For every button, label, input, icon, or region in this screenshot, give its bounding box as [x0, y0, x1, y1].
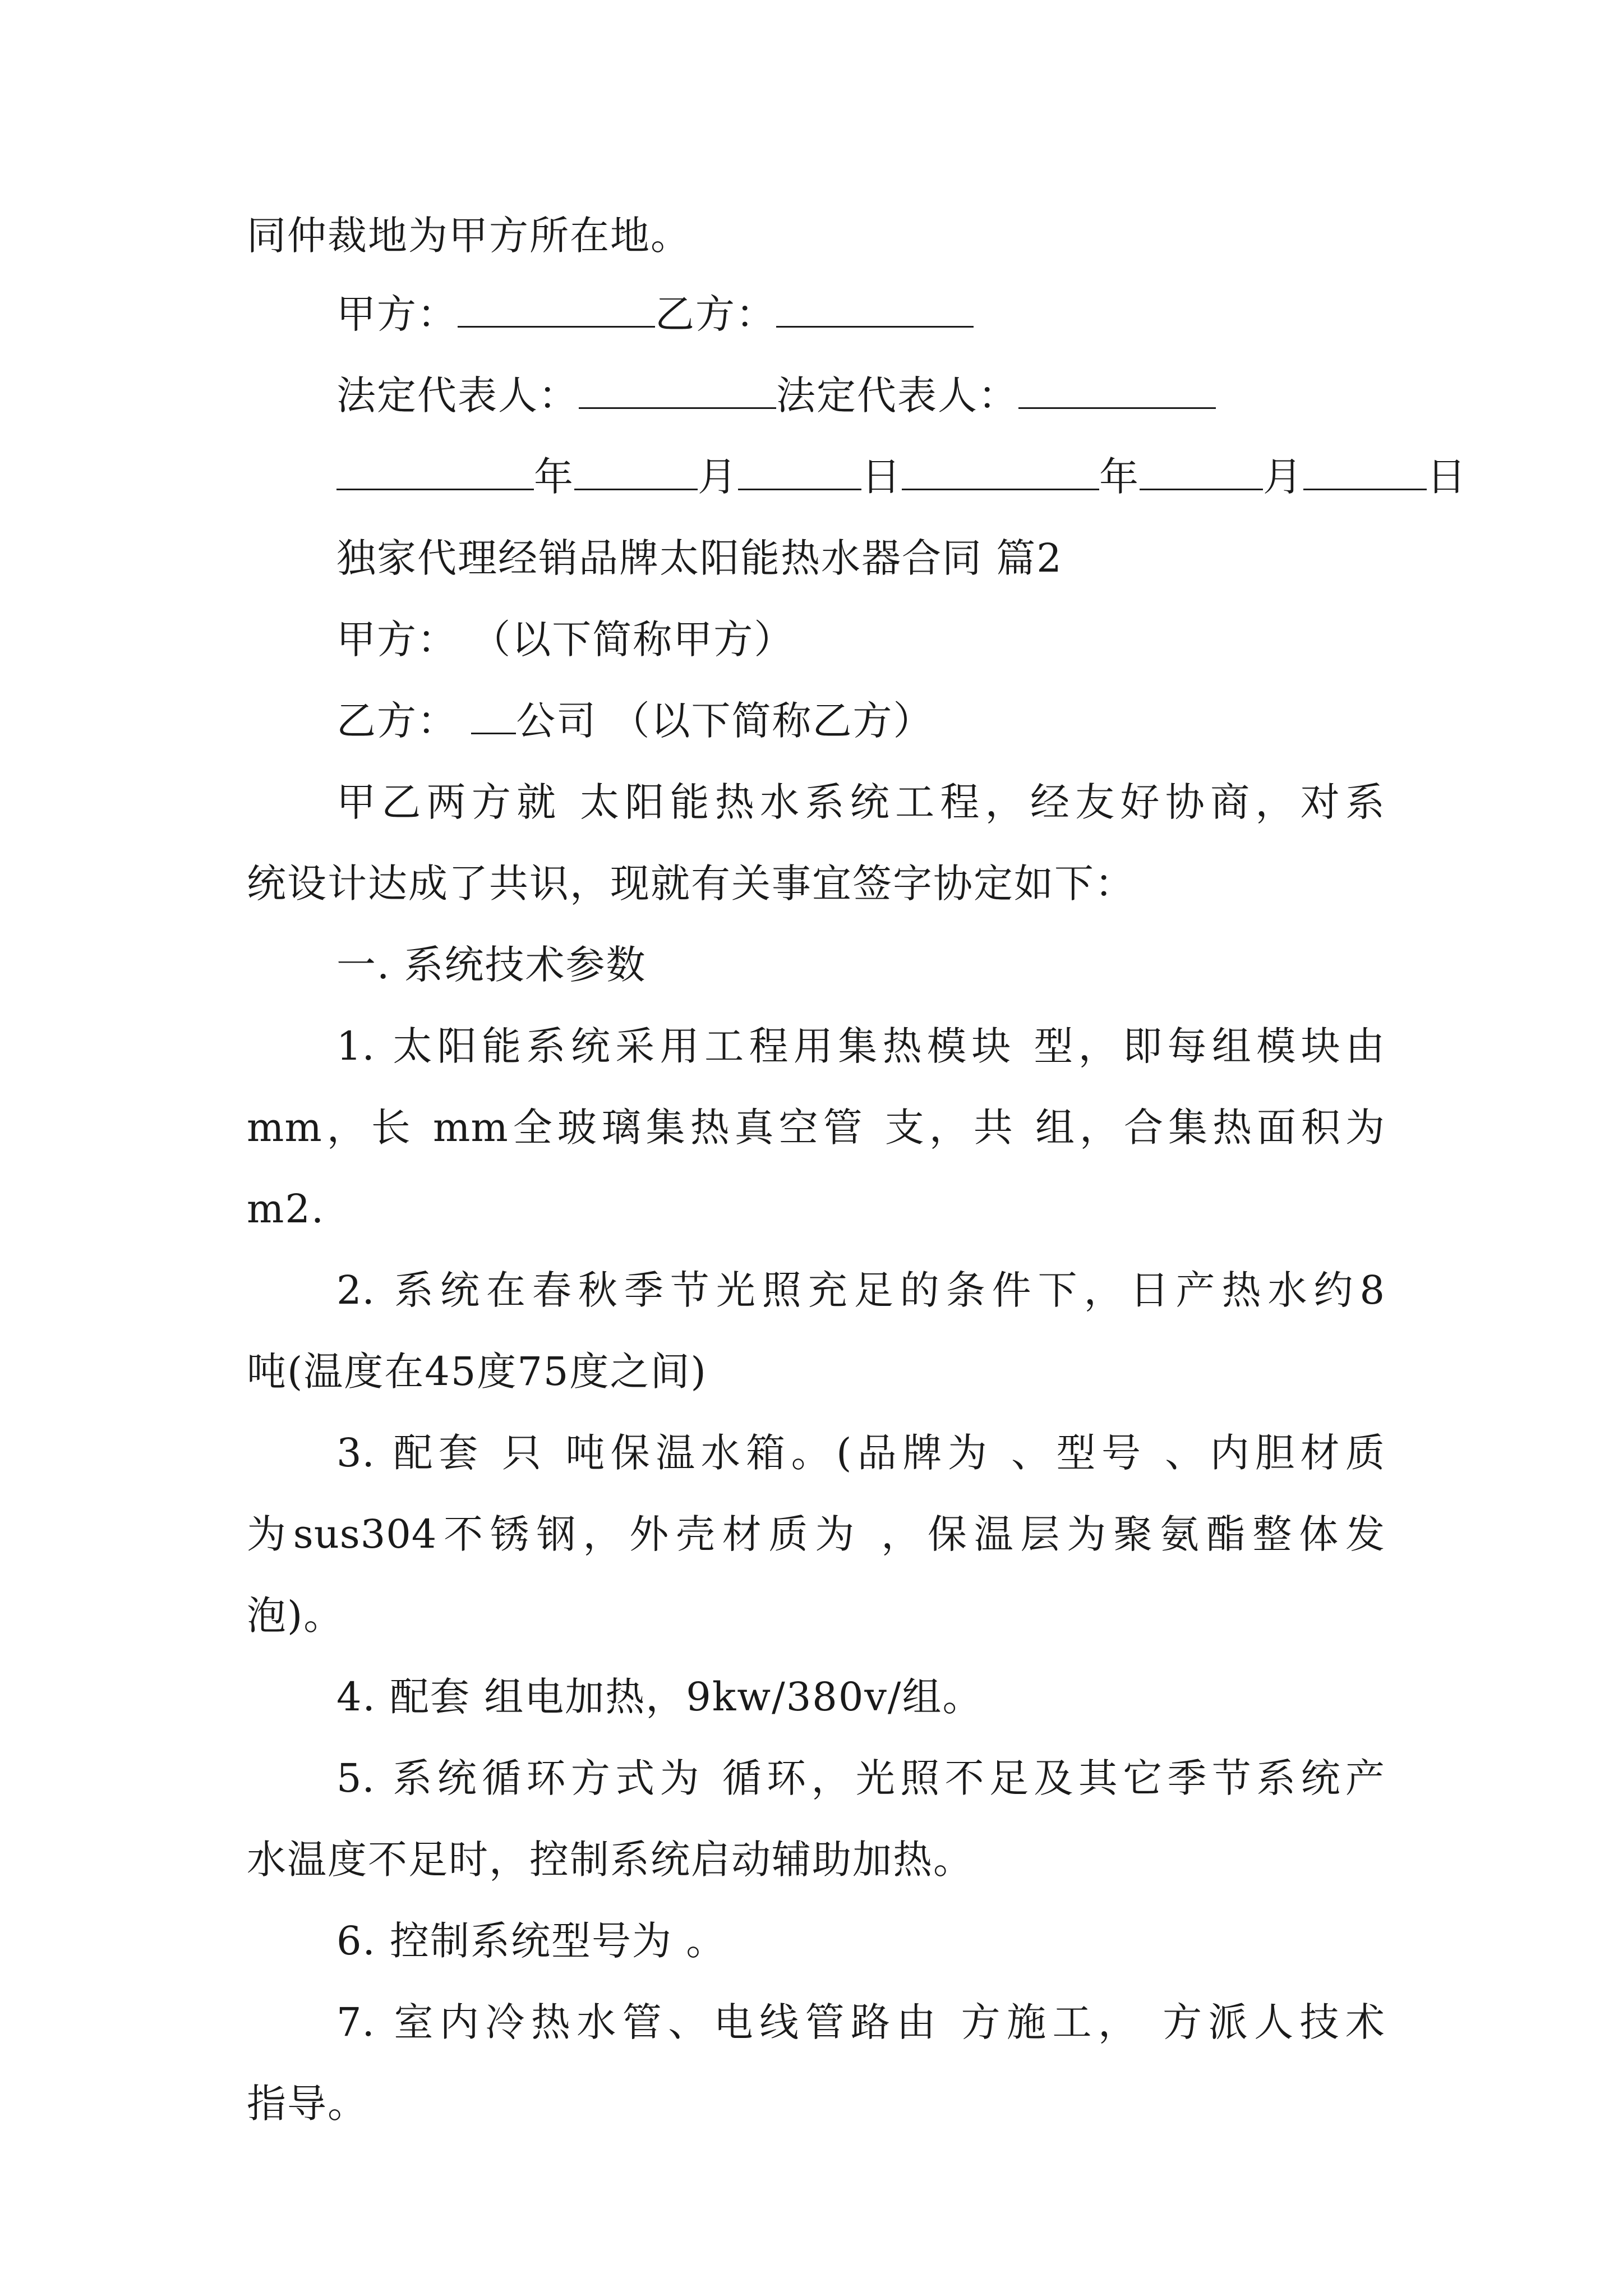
- date-row: [336, 449, 1467, 505]
- day-label-a: 日: [861, 454, 902, 500]
- text-line: 同仲裁地为甲方所在地。: [247, 213, 691, 259]
- text-line: 为sus304不锈钢，外壳材质为 ，保温层为聚氨酯整体发: [247, 1511, 1385, 1557]
- text-line: 吨(温度在45度75度之间): [247, 1349, 707, 1395]
- text-line: 4. 配套 组电加热，9kw/380v/组。: [336, 1674, 983, 1720]
- text-line: 水温度不足时，控制系统启动辅助加热。: [247, 1837, 974, 1883]
- party-b-sign-blank: [776, 291, 974, 328]
- month-blank-a: [574, 454, 698, 490]
- day-blank-b: [1303, 454, 1427, 490]
- party-b-rep-label: 法定代表人：: [776, 372, 1018, 418]
- text-line: 6. 控制系统型号为 。: [336, 1918, 727, 1964]
- party-b-blank: [471, 698, 516, 734]
- signature-parties-row: [336, 286, 974, 342]
- party-b-suffix: 公司 （以下简称乙方）: [516, 698, 934, 744]
- party-b-prefix: 乙方：: [336, 698, 472, 744]
- party-a-rep-label: 法定代表人：: [336, 372, 579, 418]
- year-blank-b: [902, 454, 1099, 490]
- text-line: 指导。: [247, 2081, 368, 2127]
- text-line: mm，长 mm全玻璃集热真空管 支，共 组，合集热面积为: [247, 1105, 1385, 1151]
- section-heading: 一. 系统技术参数: [336, 942, 647, 988]
- text-line: 泡)。: [247, 1593, 344, 1639]
- text-line: 5. 系统循环方式为 循环，光照不足及其它季节系统产: [336, 1755, 1385, 1801]
- month-blank-b: [1140, 454, 1263, 490]
- party-a-sign-label: 甲方：: [336, 291, 458, 337]
- party-b-line: [336, 693, 934, 749]
- year-label-b: 年: [1099, 454, 1140, 500]
- text-line: 3. 配套 只 吨保温水箱。(品牌为 、型号 、内胆材质: [336, 1430, 1385, 1476]
- text-line: m2.: [247, 1186, 325, 1232]
- year-blank-a: [336, 454, 534, 490]
- party-a-sign-blank: [458, 291, 655, 328]
- day-label-b: 日: [1427, 454, 1467, 500]
- text-line: 7. 室内冷热水管、电线管路由 方施工， 方派人技术: [336, 1999, 1385, 2045]
- contract-title: 独家代理经销品牌太阳能热水器合同 篇2: [336, 535, 1063, 581]
- month-label-b: 月: [1263, 454, 1303, 500]
- day-blank-a: [738, 454, 861, 490]
- text-line: 统设计达成了共识，现就有关事宜签字协定如下：: [247, 861, 1135, 907]
- text-line: 甲乙两方就 太阳能热水系统工程，经友好协商，对系: [336, 779, 1385, 825]
- party-b-sign-label: 乙方：: [655, 291, 776, 337]
- text-line: 1. 太阳能系统采用工程用集热模块 型，即每组模块由: [336, 1023, 1385, 1069]
- party-a-line: 甲方： （以下简称甲方）: [336, 616, 795, 662]
- month-label-a: 月: [698, 454, 738, 500]
- text-line: 2. 系统在春秋季节光照充足的条件下，日产热水约8: [336, 1267, 1385, 1313]
- legal-rep-row: [336, 367, 1216, 424]
- party-a-rep-blank: [579, 372, 776, 409]
- year-label-a: 年: [534, 454, 574, 500]
- party-b-rep-blank: [1018, 372, 1216, 409]
